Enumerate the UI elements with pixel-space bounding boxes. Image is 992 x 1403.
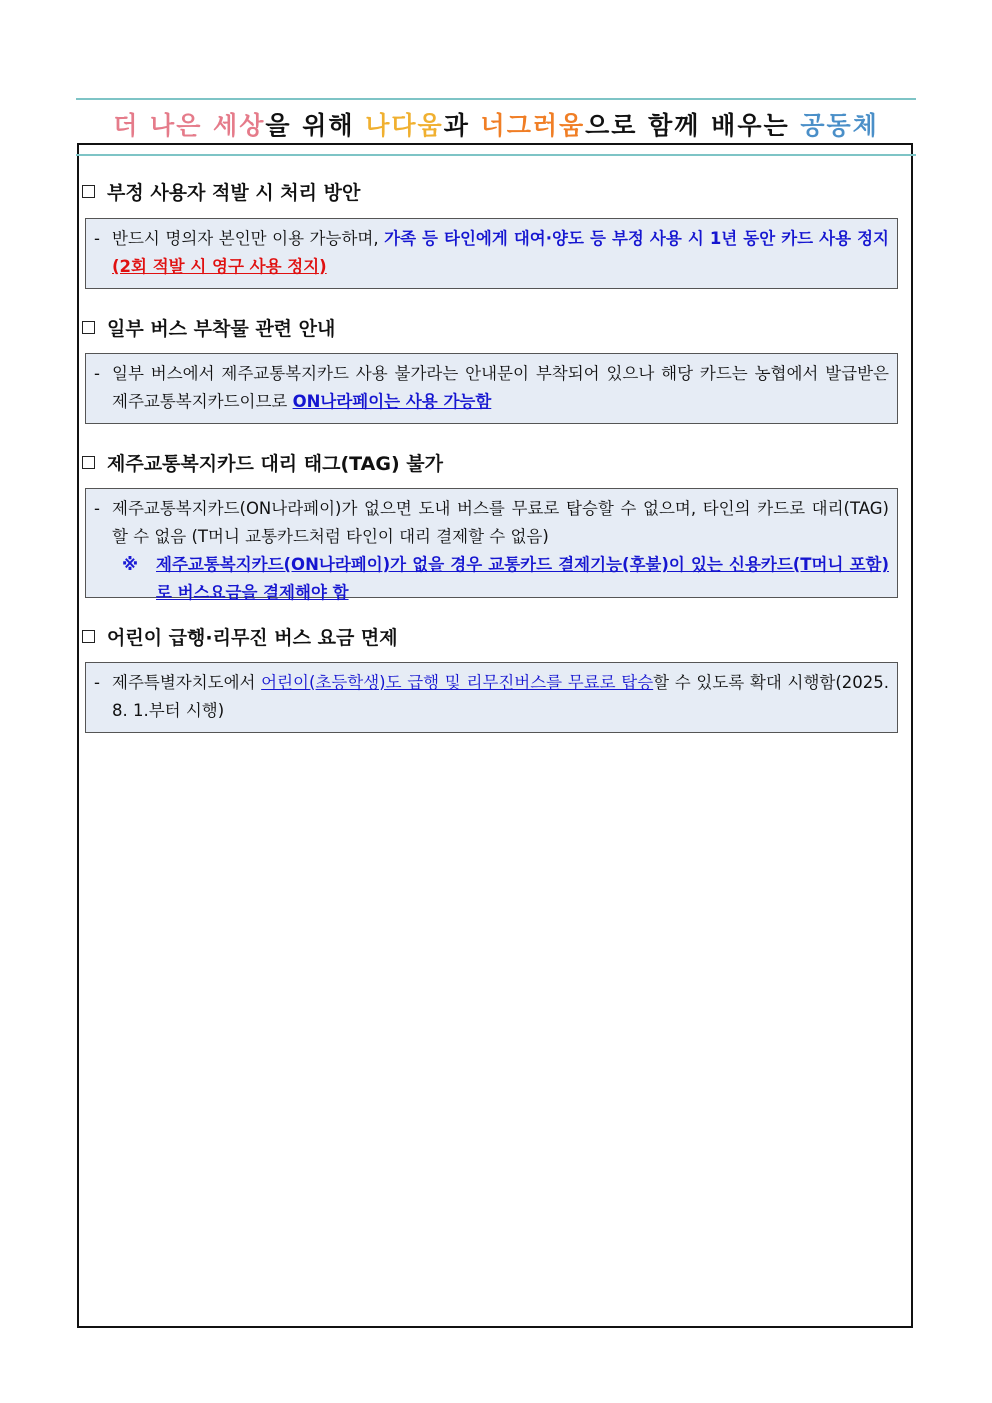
slogan-part-1: 더 나은 세상 (113, 111, 266, 140)
list-item (94, 669, 889, 725)
header-bottom-rule (76, 154, 916, 156)
list-dash: - (94, 673, 100, 692)
reference-mark-icon: ※ (122, 555, 139, 574)
section-title-text: 일부 버스 부착물 관련 안내 (107, 318, 336, 340)
info-box-child-fare (85, 662, 898, 733)
list-item (94, 225, 889, 281)
item-text: 제주교통복지카드(ON나라페이)가 없으면 도내 버스를 무료로 탑승할 수 없으며, 타인의 카드로 대리(TAG)할 수 없음 (T머니 교통카드처럼 타인이 대리 결제할 수 없음) (112, 499, 889, 546)
item-emphasis-blue: 어린이(초등학생)도 급행 및 리무진버스를 무료로 탑승 (261, 673, 654, 692)
checkbox-square-icon (82, 321, 95, 334)
list-dash: - (94, 364, 100, 383)
item-emphasis-red: (2회 적발 시 영구 사용 정지) (112, 257, 327, 276)
info-box-proxy-tag (85, 488, 898, 602)
header-top-rule (76, 98, 916, 100)
list-dash: - (94, 499, 100, 518)
section-title-bus-notice (82, 314, 335, 341)
section-title-text: 부정 사용자 적발 시 처리 방안 (107, 182, 361, 204)
slogan-part-3: 나다움 (365, 111, 444, 140)
checkbox-square-icon (82, 185, 95, 198)
info-box-misuse (85, 218, 898, 289)
slogan-part-4: 과 (443, 111, 481, 140)
item-text: 제주특별자치도에서 (112, 673, 262, 692)
item-emphasis-blue: 가족 등 타인에게 대여·양도 등 부정 사용 시 1년 동안 카드 사용 정지 (384, 229, 889, 248)
section-title-misuse (82, 178, 360, 205)
slogan-banner (76, 106, 916, 142)
item-text: 반드시 명의자 본인만 이용 가능하며, (112, 229, 385, 248)
slogan-part-6: 으로 함께 배우는 (585, 111, 801, 140)
list-item (94, 360, 889, 416)
section-title-child-fare (82, 623, 398, 650)
note-item (94, 551, 889, 607)
info-box-bus-notice (85, 353, 898, 424)
item-emphasis-blue: ON나라페이는 사용 가능함 (292, 392, 492, 411)
slogan-part-2: 을 위해 (265, 111, 366, 140)
section-title-proxy-tag (82, 449, 443, 476)
slogan-part-5: 너그러움 (480, 111, 586, 140)
section-title-text: 어린이 급행·리무진 버스 요금 면제 (107, 627, 398, 649)
item-text: 일부 버스에서 제주교통복지카드 사용 불가라는 안내문이 부착되어 있으나 해당 카드는 농협에서 발급받은 제주교통복지카드이므로 (112, 364, 889, 411)
checkbox-square-icon (82, 630, 95, 643)
note-text: 제주교통복지카드(ON나라페이)가 없을 경우 교통카드 결제기능(후불)이 있는 신용카드(T머니 포함)로 버스요금을 결제해야 함 (156, 555, 889, 602)
slogan-part-7: 공동체 (800, 111, 879, 140)
list-dash: - (94, 229, 100, 248)
section-title-text: 제주교통복지카드 대리 태그(TAG) 불가 (107, 453, 443, 475)
list-item (94, 495, 889, 551)
checkbox-square-icon (82, 456, 95, 469)
item-text-tail: 할 수 있도록 확대 시행함(2025. 8. 1.부터 시행) (112, 673, 889, 720)
